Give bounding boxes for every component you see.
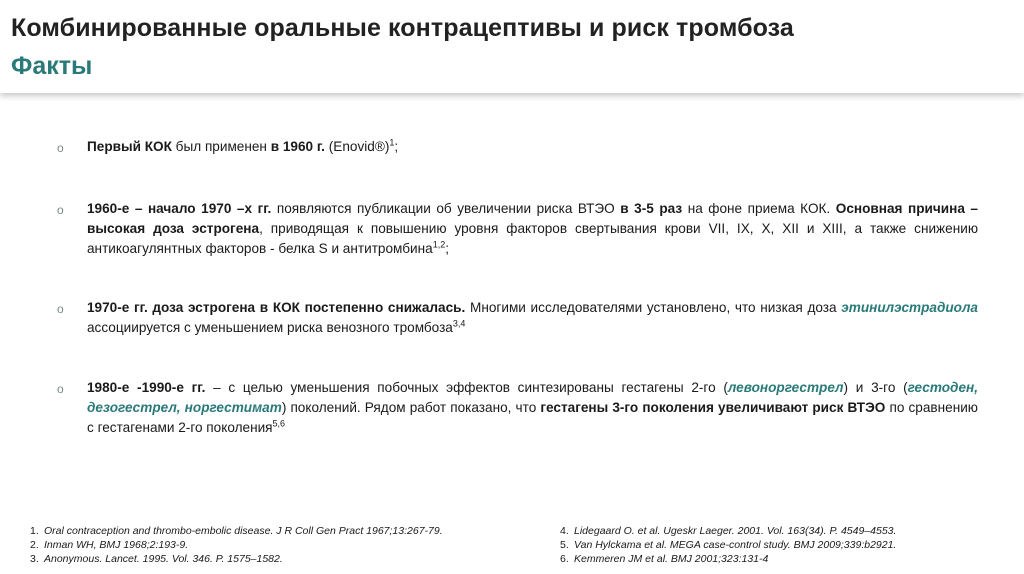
citation-superscript: 5,6	[272, 418, 286, 429]
reference-text: Lidegaard O. et al. Ugeskr Laeger. 2001. Vol. 163(34). P. 4549–4553.	[574, 525, 897, 537]
citation-superscript: 1,2	[432, 239, 446, 250]
bullet-text: гестагены 3-го поколения увеличивают риск ВТЭО	[540, 400, 886, 415]
reference-number: 5.	[560, 539, 569, 551]
reference-number: 3.	[30, 553, 39, 565]
bullet-text: появляются публикации об увеличении риска ВТЭО	[271, 201, 621, 216]
references-left	[30, 524, 443, 566]
bullet-text: в 3-5 раз	[620, 201, 683, 216]
reference-text: Kemmeren JM et al. BMJ 2001;323:131-4	[574, 553, 769, 565]
reference-item	[30, 552, 443, 566]
bullet-text: в 1960 г.	[270, 139, 325, 154]
bullet-text: ) и 3-го (	[843, 380, 908, 395]
reference-item	[560, 552, 896, 566]
bullet-text: ассоциируется с уменьшением риска венозного тромбоза	[87, 320, 453, 335]
citation-superscript: 3,4	[452, 318, 466, 329]
reference-item	[30, 538, 443, 552]
reference-number: 4.	[560, 525, 569, 537]
bullet-marker: o	[57, 203, 64, 217]
bullet-text: (Enovid®)	[324, 139, 390, 154]
bullet-text: по сравнению с гестагенами 2-го поколения	[87, 400, 978, 435]
bullet-text: 1960-е – начало 1970 –х гг.	[87, 201, 272, 216]
bullet-text: ;	[394, 139, 399, 154]
reference-text: Van Hylckama et al. MEGA case-control study. BMJ 2009;339:b2921.	[574, 539, 897, 551]
bullet-item-3	[57, 298, 978, 338]
reference-number: 1.	[30, 525, 39, 537]
reference-item	[560, 538, 896, 552]
bullet-text: 1980-е -1990-е гг.	[87, 380, 206, 395]
bullet-marker: o	[57, 302, 64, 316]
reference-text: Anonymous. Lancet. 1995. Vol. 346. P. 1575–1582.	[44, 553, 283, 565]
page-title: Комбинированные оральные контрацептивы и риск тромбоза	[11, 14, 794, 42]
bullet-marker: o	[57, 382, 64, 396]
bullet-text: Основная причина – высокая доза эстрогена	[87, 201, 978, 236]
reference-number: 6.	[560, 553, 569, 565]
bullet-item-4	[57, 378, 978, 438]
drug-name: этинилэстрадиола	[841, 300, 978, 315]
bullet-text: ) поколений. Рядом работ показано, что	[281, 400, 541, 415]
bullet-text: ;	[445, 241, 449, 256]
bullet-text: Многими исследователями установлено, что низкая доза	[465, 300, 842, 315]
bullet-marker: o	[57, 141, 64, 155]
drug-name: гестоден, дезогестрел, норгестимат	[87, 380, 978, 415]
bullet-text: Первый КОК	[87, 139, 172, 154]
reference-item	[560, 524, 896, 538]
reference-text: Oral contraception and thrombo-embolic disease. J R Coll Gen Pract 1967;13:267-79.	[44, 525, 443, 537]
reference-item	[30, 524, 443, 538]
reference-text: Inman WH, BMJ 1968;2:193-9.	[44, 539, 189, 551]
bullet-text: – с целью уменьшения побочных эффектов синтезированы гестагены 2-го (	[205, 380, 728, 395]
page-subtitle: Факты	[11, 52, 93, 80]
bullet-item-1	[57, 137, 978, 157]
reference-number: 2.	[30, 539, 39, 551]
citation-superscript: 1	[389, 137, 395, 148]
bullet-item-2	[57, 199, 979, 259]
slide-header	[0, 0, 1024, 93]
bullet-text: был применен	[171, 139, 271, 154]
references-right	[560, 524, 896, 566]
bullet-text: , приводящая к повышению уровня факторов свертывания крови VII, IX, X, XII и XIII, а также снижению антикоагулянтных факторов - белка S и антитромбина	[87, 221, 979, 256]
bullet-text: 1970-е гг. доза эстрогена в КОК постепенно снижалась.	[87, 300, 466, 315]
drug-name: левоноргестрел	[727, 380, 844, 395]
bullet-text: на фоне приема КОК.	[682, 201, 836, 216]
